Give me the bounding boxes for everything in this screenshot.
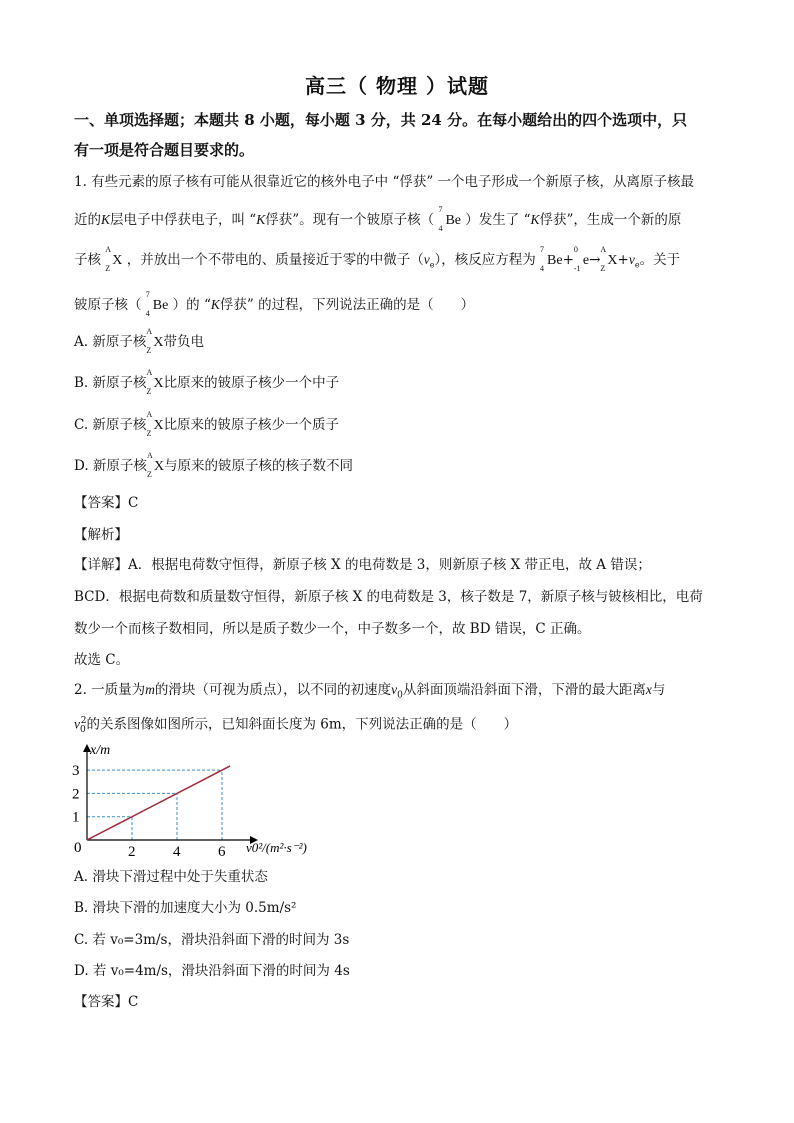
text: 层电子中俘获电子，叫 “ — [110, 212, 257, 228]
velocity-subscript: 0 — [80, 725, 86, 736]
velocity-subscript: 0 — [397, 690, 403, 701]
x-tick-label: 2 — [128, 844, 136, 860]
mass-symbol: m — [145, 682, 155, 697]
beryllium-nuclide — [145, 290, 169, 318]
q2-option-d: D. 若 v₀=4m/s，滑块沿斜面下滑的时间为 4s — [74, 963, 350, 979]
element-symbol: X — [112, 253, 123, 268]
text: 2. 一质量为 — [74, 682, 146, 698]
atomic-number: Z — [105, 264, 111, 273]
x-nuclide — [600, 245, 618, 273]
q2-line1 — [74, 680, 665, 706]
option-text: C. 新原子核 — [74, 417, 147, 433]
q1-option-d — [74, 451, 354, 479]
mass-number: 0 — [573, 245, 578, 254]
origin-label: 0 — [74, 840, 82, 856]
option-text: A. 新原子核 — [74, 334, 147, 350]
atomic-number: Z — [146, 346, 152, 355]
q2-answer: 【答案】C — [74, 994, 139, 1010]
text: ）的 “ — [172, 297, 211, 313]
text: 与 — [651, 682, 666, 698]
k-symbol: K — [101, 212, 111, 227]
q1-line3 — [74, 245, 681, 276]
q1-option-a — [74, 327, 204, 355]
option-text: 带负电 — [163, 334, 204, 350]
velocity-superscript: 2 — [80, 716, 87, 726]
q1-detail-line4: 故选 C。 — [74, 652, 130, 668]
text: 的关系图像如图所示，已知斜面长度为 6m，下列说法正确的是（ ） — [86, 716, 518, 733]
element-symbol: Be — [445, 213, 461, 228]
q1-option-c — [74, 410, 340, 438]
text: 的滑块（可视为质点），以不同的初速度 — [154, 682, 392, 698]
y-axis-label: x/m — [90, 743, 111, 758]
q1-analysis-label: 【解析】 — [74, 527, 128, 543]
arrow: → — [589, 252, 601, 268]
text: ，并放出一个不带电的、质量接近于零的中微子（ — [126, 252, 424, 268]
tick-labels — [72, 763, 226, 860]
neutrino-symbol: ν — [628, 252, 635, 267]
element-symbol: Be — [152, 298, 169, 313]
atomic-number: Z — [146, 470, 152, 479]
element-symbol: X — [153, 459, 165, 474]
text: 。关于 — [639, 252, 681, 268]
q2-option-b: B. 滑块下滑的加速度大小为 0.5m/s² — [74, 900, 297, 916]
plus-sign: + — [562, 252, 574, 268]
q1-answer: 【答案】C — [74, 495, 139, 511]
mass-number: A — [146, 327, 153, 336]
q2-option-a: A. 滑块下滑过程中处于失重状态 — [74, 869, 268, 885]
q1-option-b — [74, 368, 340, 396]
y-tick-label: 1 — [72, 809, 80, 826]
velocity-symbol: v — [74, 716, 80, 732]
text: 俘获”，生成一个新的原 — [539, 212, 682, 228]
q1-line4 — [74, 290, 475, 318]
element-symbol: X — [153, 418, 164, 433]
option-text: 比原来的铍原子核少一个质子 — [163, 417, 340, 433]
x-v0-squared-graph — [70, 740, 340, 860]
x-nuclide — [146, 368, 164, 396]
mass-number: A — [146, 410, 153, 419]
k-symbol: K — [210, 297, 220, 312]
q1-line2 — [74, 205, 682, 233]
element-symbol: X — [153, 376, 164, 391]
mass-number: A — [146, 368, 153, 377]
plus-sign: + — [617, 252, 629, 268]
element-symbol: X — [607, 253, 618, 268]
electron — [573, 245, 590, 273]
mass-number: A — [600, 245, 607, 254]
q1-line1: 1. 有些元素的原子核有可能从很靠近它的核外电子中 “俘获” 一个电子形成一个新原子核，从离原子核最 — [74, 174, 695, 190]
mass-number: 7 — [540, 245, 544, 254]
text: ），核反应方程为 — [434, 252, 536, 268]
section-header-line1: 一、单项选择题；本题共 8 小题，每小题 3 分，共 24 分。在每小题给出的四个选项中，只 — [74, 111, 688, 129]
beryllium-nuclide — [540, 245, 563, 273]
mass-number: A — [105, 245, 112, 254]
x-nuclide — [146, 327, 164, 355]
q1-detail-line1: 【详解】A．根据电荷数守恒得，新原子核 X 的电荷数是 3，则新原子核 X 带正电，故 A 错误； — [74, 557, 651, 573]
atomic-number: Z — [146, 429, 152, 438]
atomic-number: 4 — [540, 264, 544, 273]
q1-detail-line2: BCD．根据电荷数和质量数守恒得，新原子核 X 的电荷数是 3，核子数是 7，新原子核与铍核相比，电荷 — [74, 589, 703, 605]
mass-number: A — [146, 451, 153, 460]
q2-line2 — [74, 711, 517, 740]
x-nuclide — [146, 451, 165, 479]
option-text: B. 新原子核 — [74, 375, 147, 391]
y-tick-label: 2 — [72, 786, 80, 803]
mass-number: 7 — [438, 205, 443, 214]
option-text: 与原来的铍原子核的核子数不同 — [164, 458, 354, 474]
text: 铍原子核（ — [74, 297, 142, 313]
x-nuclide — [105, 245, 123, 273]
k-symbol: K — [256, 212, 266, 227]
section-header-line2: 有一项是符合题目要求的。 — [74, 141, 255, 159]
charge-number: -1 — [573, 264, 581, 273]
x-axis-label: v0²/(m²·s⁻²) — [246, 840, 307, 855]
mass-number: 7 — [145, 290, 150, 299]
option-text: D. 新原子核 — [74, 458, 147, 474]
neutrino-subscript: e — [429, 260, 435, 270]
text: 俘获” 的过程，下列说法正确的是（ ） — [219, 297, 475, 313]
atomic-number: 4 — [145, 309, 150, 318]
atomic-number: Z — [146, 387, 152, 396]
element-symbol: Be — [547, 253, 563, 268]
beryllium-nuclide — [438, 205, 461, 233]
neutrino-symbol: ν — [423, 252, 430, 267]
text: 从斜面顶端沿斜面下滑，下滑的最大距离 — [402, 682, 646, 698]
q1-detail-line3: 数少一个而核子数相同，所以是质子数少一个，中子数多一个，故 BD 错误，C 正确。 — [74, 621, 591, 637]
x-tick-label: 6 — [218, 844, 226, 860]
x-tick-label: 4 — [173, 844, 181, 860]
y-tick-label: 3 — [72, 763, 80, 780]
text: 俘获”。现有一个铍原子核（ — [265, 212, 435, 228]
distance-symbol: x — [645, 682, 652, 697]
q2-option-c: C. 若 v₀=3m/s，滑块沿斜面下滑的时间为 3s — [74, 932, 350, 948]
text: 近的 — [74, 212, 101, 228]
data-line — [87, 766, 230, 840]
atomic-number: Z — [600, 264, 606, 273]
k-symbol: K — [530, 212, 540, 227]
text: 子核 — [74, 252, 101, 268]
neutrino-subscript: e — [634, 260, 640, 270]
text: ）发生了 “ — [465, 212, 531, 228]
option-text: 比原来的铍原子核少一个中子 — [163, 375, 340, 391]
element-symbol: e — [582, 253, 590, 268]
element-symbol: X — [153, 335, 164, 350]
page-title: 高三（ 物理 ）试题 — [305, 74, 489, 98]
velocity-symbol: v — [391, 682, 398, 697]
x-nuclide — [146, 410, 164, 438]
atomic-number: 4 — [438, 224, 443, 233]
